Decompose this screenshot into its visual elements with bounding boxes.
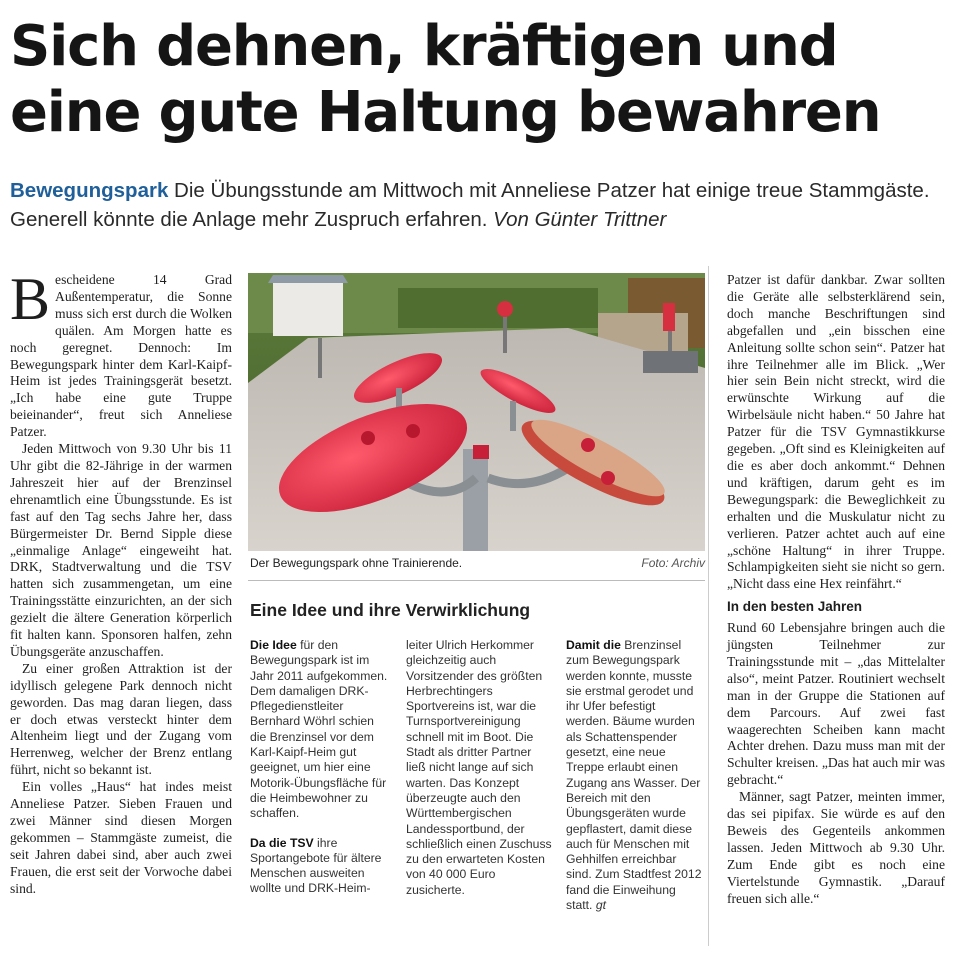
paragraph: Patzer ist dafür dankbar. Zwar sollten die Geräte alle selbsterklärend sein, doch manche Beschriftungen sind abgefallen und „ein bisschen eine Anleitung sollte schon sein“. Patzer hat ihre Teilnehmer alle im Blick. „Wer hier sein Bein nicht streckt, wird die erwünschte Wirkung auf die Wirbelsäule nicht haben.“ 50 Jahre hat Patzer für die TSV Gymnastikkurse gegeben. „Oft sind es Kleinigkeiten auf die es aber doch ankommt.“ Dehnen und kräftigen, darum geht es im Bewegungspark: die Beweglichkeit zu erhalten und die Muskulatur nicht zu verlieren. Patzer achtet auch auf eine „schöne Haltung“ in ihrer Truppe. Schlampigkeiten sieht sie nicht so gern. „Nicht dass eine Hex reinfährt.“ xyxy=(727,272,945,592)
info-paragraph: leiter Ulrich Herkommer gleichzeitig auch Vorsitzender des größten Herbrechtingers Sportvereins ist, war die Turnsportvereinigung schnell mit im Boot. Die Stadt als dritter Partner ließ nicht lange auf sich warten. Das Konzept überzeugte auch den Württembergischen Landessportbund, der schließlich einen Zuschuss zu den erwarteten Kosten von 40 000 Euro zusicherte. xyxy=(406,638,552,897)
article-column-1 xyxy=(10,266,232,898)
photo-caption xyxy=(250,556,705,570)
paragraph: Zu einer großen Attraktion ist der idyllisch gelegene Park dennoch nicht geworden. Das mag daran liegen, dass er doch etwas versteckt hinter dem Altenheim liegt und der Zugang vom Herrenweg, welcher der Brenz entlang führt, nicht so bekannt ist. xyxy=(10,660,232,778)
infobox-column-2 xyxy=(406,638,552,898)
infobox-column-3 xyxy=(566,638,702,913)
author-initials: gt xyxy=(595,898,606,913)
info-lead-in: Damit die xyxy=(566,638,621,652)
article-headline: Sich dehnen, kräftigen und eine gute Haltung bewahren xyxy=(10,14,881,145)
lead-keyword: Bewegungspark xyxy=(10,179,169,202)
paragraph: Männer, sagt Patzer, meinten immer, das sei pipifax. Sie würde es auf den Beweis des Gegenteils ankommen lassen. Jeden Mittwoch ab 9.30 Uhr. Zum Ende gibt es noch eine Viertelstunde Gymnastik. „Darauf freuen sich alle.“ xyxy=(727,789,945,906)
caption-text: Der Bewegungspark ohne Trainierende. xyxy=(250,556,463,570)
drop-cap: B xyxy=(10,266,51,332)
info-text: für den Bewegungspark ist im Jahr 2011 aufgekommen. Dem damaligen DRK-Pflegedienstleiter Bernhard Wöhrl schien die Brenzinsel vor dem Karl-Kaipf-Heim gut geeignet, um hier eine Motorik-Übungsfläche für die Heimbewohner zu schaffen. xyxy=(250,638,388,821)
article-column-4 xyxy=(727,272,945,908)
park-photo xyxy=(248,273,705,551)
info-text: Brenzinsel zum Bewegungspark werden konnte, musste sie erstmal gerodet und ihr Ufer befestigt werden. Bäume wurden als Schattenspender gesetzt, eine neue Treppe erlaubt einen Zugang ans Wasser. Der Bereich mit den Übungsgeräten wurde gepflastert, damit diese auch für Menschen mit Gehhilfen erreichbar sind. Zum Stadtfest 2012 fand die Einweihung statt. xyxy=(566,638,702,913)
info-lead-in: Da die TSV xyxy=(250,835,314,850)
info-text: ihre Sportangebote für ältere Menschen ausweiten wollte und DRK-Heim- xyxy=(250,835,382,896)
info-lead-in: Die Idee xyxy=(250,638,297,652)
info-paragraph xyxy=(566,638,702,913)
author-byline: Von Günter Trittner xyxy=(493,208,667,231)
info-paragraph xyxy=(250,836,390,897)
lead-text: Die Übungsstunde am Mittwoch mit Anneliese Patzer hat einige treue Stammgäste. Generell könnte die Anlage mehr Zuspruch erfahren. xyxy=(10,179,930,231)
article-lead xyxy=(10,176,950,234)
paragraph-text: escheidene 14 Grad Außentemperatur, die Sonne muss sich erst durch die Wolken quälen. Am Morgen hatte es noch geregnet. Dennoch: Im Bewegungspark hinter dem Karl-Kaipf-Heim ist jedes Trainingsgerät besetzt. „Ich habe eine gute Truppe beieinander“, freut sich Anneliese Patzer. xyxy=(10,272,232,440)
photo-credit: Foto: Archiv xyxy=(641,556,705,570)
park-photo-image xyxy=(248,273,705,551)
infobox-heading: Eine Idee und ihre Verwirklichung xyxy=(250,600,531,620)
paragraph: Ein volles „Haus“ hat indes meist Anneliese Patzer. Sieben Frauen und zwei Männer sind diesen Morgen gekommen – Stammgäste zumeist, die seit Jahren dabei sind, aber auch zwei Frauen, die erst seit der Vorwoche dabei sind. xyxy=(10,779,232,896)
paragraph xyxy=(10,266,232,441)
subheading: In den besten Jahren xyxy=(727,599,863,615)
info-paragraph xyxy=(250,638,390,822)
divider xyxy=(248,580,705,581)
column-divider xyxy=(708,266,709,946)
paragraph: Rund 60 Lebensjahre bringen auch die jüngsten Teilnehmer zur Trainingsstunde mit – „das Mittelalter also“, meint Patzer. Routiniert wechselt man in der Gruppe die Stationen auf dem Parcours. Auf zwei fast waagerechten Scheiben kann macht Achter drehen. Dazu muss man mit der Schulter kreisen. „Das hat auch mir was gebracht.“ xyxy=(727,620,945,788)
paragraph: Jeden Mittwoch von 9.30 Uhr bis 11 Uhr gibt die 82-Jährige in der warmen Jahreszeit hier auf der Brenzinsel ehrenamtlich eine Übungsstunde. Es ist fast auf den Tag sechs Jahre her, dass Bürgermeister Dr. Bernd Sipple diese „einmalige Anlage“ eingeweiht hat. DRK, Stadtverwaltung und die TSV hatten sich zusammengetan, um eine Trainingsstätte einzurichten, an der sich gezielt die ältere Generation körperlich fit halten kann. Sponsoren halfen, zehn Übungsgeräte anzuschaffen. xyxy=(10,441,232,659)
infobox-column-1 xyxy=(250,638,390,897)
